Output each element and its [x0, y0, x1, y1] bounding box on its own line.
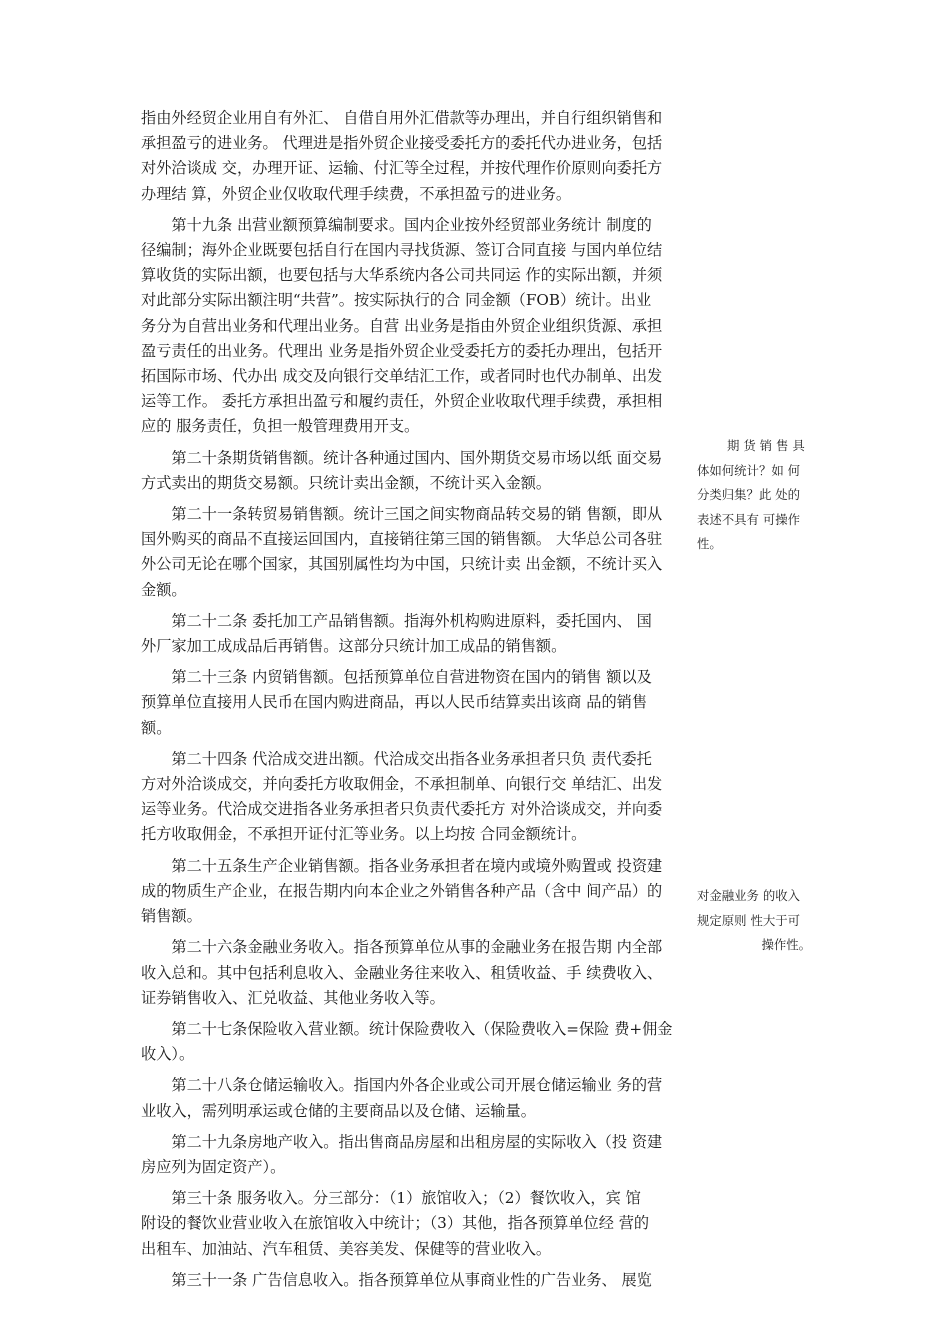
paragraph-line: 出租车、加油站、汽车租赁、美容美发、保健等的营业收入。 [141, 1239, 552, 1258]
paragraph [141, 854, 694, 930]
paragraph-line: 对外洽谈成 交，办理开证、运输、付汇等全过程，并按代理作价原则向委托方 [141, 159, 663, 178]
paragraph-line: 国外购买的商品不直接运回国内，直接销往第三国的销售额。 大华总公司各驻 [141, 530, 663, 549]
paragraph-line: 承担盈亏的进业务。 代理进是指外贸企业接受委托方的委托代办进业务，包括 [141, 134, 663, 153]
paragraph-line: 第二十八条仓储运输收入。指国内外各企业或公司开展仓储运输业 务的营 [171, 1076, 663, 1095]
paragraph-line: 第二十一条转贸易销售额。统计三国之间实物商品转交易的销 售额，即从 [171, 505, 663, 524]
paragraph-line: 运等业务。代洽成交进指各业务承担者只负责代委托方 对外洽谈成交，并向委 [141, 800, 663, 819]
margin-comment-line: 体如何统计？如 何 [697, 462, 801, 478]
paragraph [141, 935, 694, 1011]
paragraph-line: 运等工作。 委托方承担出盈亏和履约责任，外贸企业收取代理手续费，承担相 [141, 392, 663, 411]
paragraph-line: 销售额。 [141, 907, 202, 926]
paragraph-line: 拓国际市场、代办出 成交及向银行交单结汇工作，或者同时也代办制单、出发 [141, 367, 663, 386]
margin-comment-line: 对金融业务 的收入 [697, 888, 801, 903]
paragraph [141, 106, 694, 207]
paragraph-line: 金额。 [141, 580, 187, 599]
paragraph-line: 第三十一条 广告信息收入。指各预算单位从事商业性的广告业务、 展览 [171, 1270, 652, 1289]
paragraph-line: 盈亏责任的出业务。代理出 业务是指外贸企业受委托方的委托办理出，包括开 [141, 341, 663, 360]
paragraph [141, 213, 694, 440]
paragraph [141, 1017, 694, 1067]
paragraph-line: 算收货的实际出额，也要包括与大华系统内各公司共同运 作的实际出额，并须 [141, 266, 663, 285]
margin-comment-line: 操作性。 [761, 937, 811, 952]
paragraph-line: 第二十六条金融业务收入。指各预算单位从事的金融业务在报告期 内全部 [171, 938, 663, 957]
paragraph-line: 第二十四条 代洽成交进出额。代洽成交出指各业务承担者只负 责代委托 [171, 749, 652, 768]
paragraph-line: 径编制；海外企业既要包括自行在国内寻找货源、签订合同直接 与国内单位结 [141, 241, 663, 260]
paragraph-line: 外厂家加工成成品后再销售。这部分只统计加工成品的销售额。 [141, 637, 567, 656]
paragraph-line: 收入）。 [141, 1045, 195, 1064]
margin-comment-line: 期 货 销 售 具 [727, 438, 805, 453]
margin-comment-line: 分类归集？此 处的 [697, 487, 801, 502]
paragraph-line: 指由外经贸企业用自有外汇、 自借自用外汇借款等办理出，并自行组织销售和 [141, 109, 663, 127]
paragraph [141, 1268, 694, 1293]
paragraph-line: 外公司无论在哪个国家，其国别属性均为中国，只统计卖 出金额，不统计买入 [141, 555, 663, 574]
margin-comment [697, 434, 811, 557]
paragraph-line: 第二十五条生产企业销售额。指各业务承担者在境内或境外购置或 投资建 [171, 856, 663, 875]
paragraph [141, 1073, 694, 1123]
paragraph-line: 应的 服务责任，负担一般管理费用开支。 [141, 417, 420, 436]
paragraph-line: 第十九条 出营业额预算编制要求。国内企业按外经贸部业务统计 制度的 [171, 215, 652, 234]
document-body [141, 106, 694, 1299]
paragraph-line: 方式卖出的期货交易额。只统计卖出金额，不统计买入金额。 [141, 473, 552, 492]
paragraph [141, 1186, 694, 1262]
paragraph-line: 房应列为固定资产）。 [141, 1157, 286, 1176]
paragraph-line: 第二十七条保险收入营业额。统计保险费收入（保险费收入=保险 费+佣金 [171, 1019, 673, 1038]
paragraph-line: 第二十二条 委托加工产品销售额。指海外机构购进原料，委托国内、 国 [171, 611, 652, 630]
paragraph-line: 证券销售收入、汇兑收益、其他业务收入等。 [141, 988, 445, 1007]
margin-comment-line: 表述不具有 可操作 [697, 511, 801, 527]
paragraph-line: 务分为自营出业务和代理出业务。自营 出业务是指由外贸企业组织货源、承担 [141, 316, 663, 335]
paragraph [141, 747, 694, 848]
paragraph [141, 446, 694, 496]
paragraph-line: 方对外洽谈成交，并向委托方收取佣金，不承担制单、向银行交 单结汇、出发 [141, 775, 663, 794]
paragraph-line: 对此部分实际出额注明“共营”。按实际执行的合 同金额（FOB）统计。出业 [141, 291, 652, 310]
paragraph-line: 托方收取佣金，不承担开证付汇等业务。以上均按 合同金额统计。 [141, 825, 587, 844]
paragraph-line: 第二十条期货销售额。统计各种通过国内、国外期货交易市场以纸 面交易 [171, 448, 663, 467]
paragraph [141, 502, 694, 603]
paragraph [141, 665, 694, 741]
paragraph-line: 第二十三条 内贸销售额。包括预算单位自营进物资在国内的销售 额以及 [171, 668, 652, 687]
paragraph-line: 收入总和。其中包括利息收入、金融业务往来收入、租赁收益、手 续费收入、 [141, 963, 663, 982]
paragraph-line: 第二十九条房地产收入。指出售商品房屋和出租房屋的实际收入（投 资建 [171, 1132, 663, 1151]
paragraph-line: 第三十条 服务收入。分三部分：（1）旅馆收入；（2）餐饮收入，宾 馆 [171, 1189, 641, 1208]
paragraph-line: 附设的餐饮业营业收入在旅馆收入中统计；（3）其他，指各预算单位经 营的 [141, 1214, 650, 1233]
margin-comment-line: 性。 [697, 536, 722, 551]
paragraph-line: 预算单位直接用人民币在国内购进商品，再以人民币结算卖出该商 品的销售 [141, 693, 648, 712]
margin-comment [697, 884, 811, 958]
paragraph-line: 业收入，需列明承运或仓储的主要商品以及仓储、运输量。 [141, 1101, 536, 1120]
paragraph-line: 额。 [141, 718, 172, 737]
paragraph [141, 609, 694, 659]
paragraph [141, 1130, 694, 1180]
paragraph-line: 成的物质生产企业，在报告期内向本企业之外销售各种产品（含中 间产品）的 [141, 881, 663, 900]
margin-comment-line: 规定原则 性大于可 [697, 912, 801, 928]
paragraph-line: 办理结 算，外贸企业仅收取代理手续费，不承担盈亏的进业务。 [141, 184, 572, 203]
